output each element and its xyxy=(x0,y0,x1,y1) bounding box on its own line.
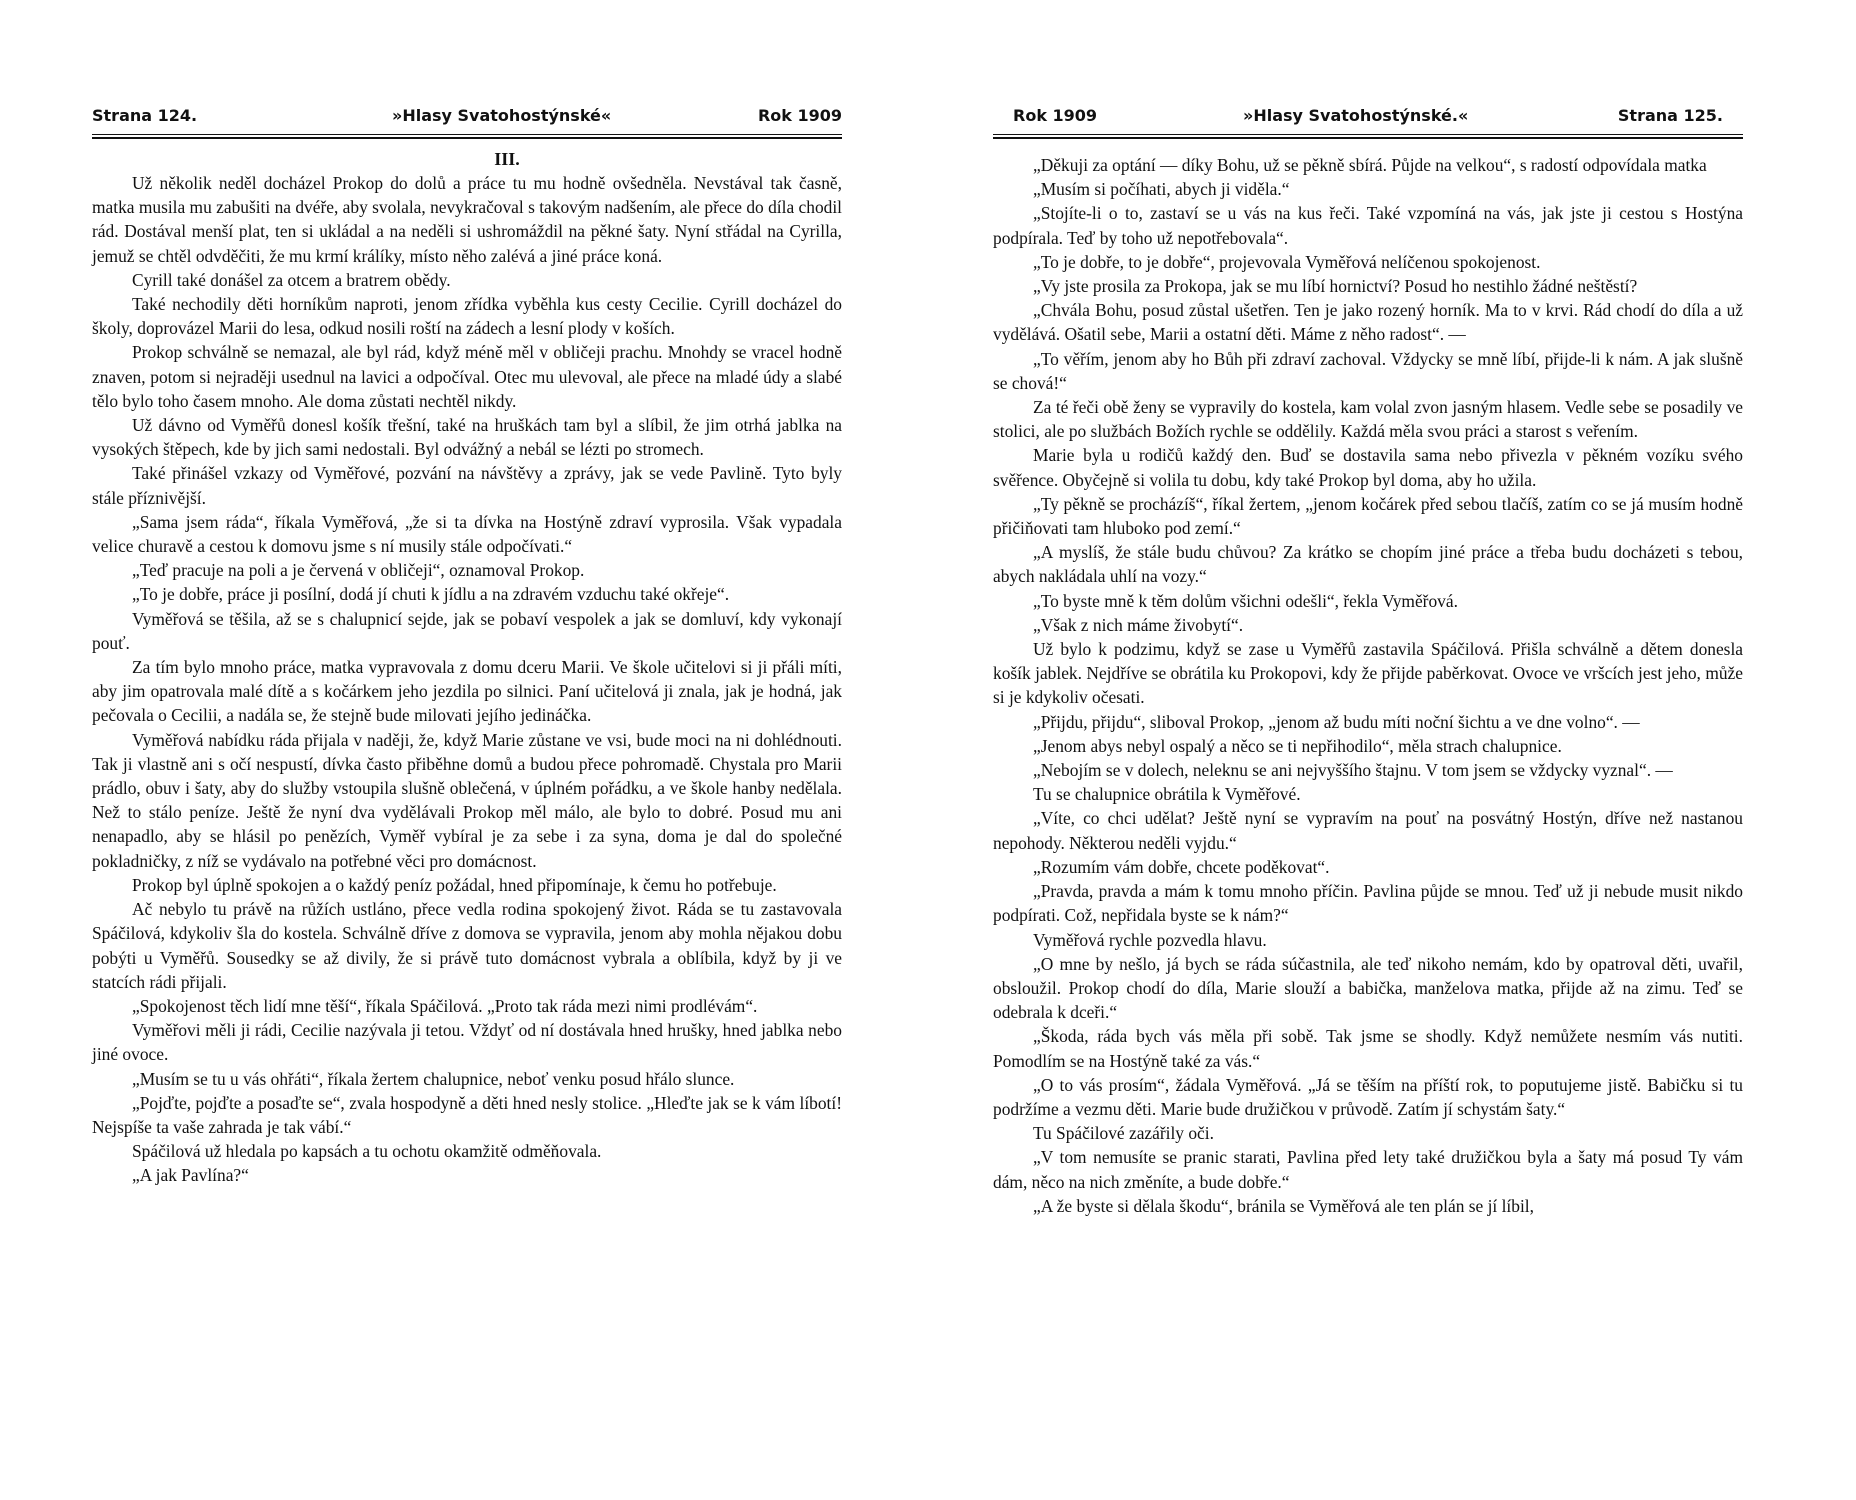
page-number: Strana 124. xyxy=(92,106,198,125)
paragraph: Spáčilová už hledala po kapsách a tu ochotu okamžitě odměňovala. xyxy=(132,1141,602,1162)
paragraph: „Chvála Bohu, posud zůstal ušetřen. Ten je jako rozený horník. Ma to v krvi. Rád chodí do díla a už vydělává. Ošatil sebe, Marii a ostatní děti. Máme z něho radost“. — xyxy=(993,300,1743,345)
paragraph: Marie byla u rodičů každý den. Buď se dostavila sama nebo přivezla v pěkném vozíku svého svěřence. Obyčejně si volila tu dobu, kdy také Prokop byl doma, aby ho užila. xyxy=(993,445,1743,490)
year-label: Rok 1909 xyxy=(1013,106,1098,125)
paragraph: „Nebojím se v dolech, neleknu se ani nejvyššího štajnu. V tom jsem se vždycky vyznal“. — xyxy=(1033,760,1673,781)
paragraph: „Škoda, ráda bych vás měla při sobě. Tak jsme se shodly. Když nemůžete nesmím vás nutiti. Pomodlím se na Hostýně také za vás.“ xyxy=(993,1026,1743,1071)
paragraph: Také nechodily děti horníkům naproti, jenom zřídka vyběhla kus cesty Cecilie. Cyrill docházel do školy, doprovázel Marii do lesa, odkud nosili roští na zádech a lesní plody v koších. xyxy=(92,294,842,339)
paragraph: „Ty pěkně se procházíš“, říkal žertem, „jenom kočárek před sebou tlačíš, zatím co se já musím hodně přičiňovati tam hluboko pod zemí.“ xyxy=(993,493,1743,539)
journal-title: »Hlasy Svatohostýnské« xyxy=(392,106,612,125)
paragraph: Za tím bylo mnoho práce, matka vypravovala z domu dceru Marii. Ve škole učitelovi si ji přáli míti, aby jim opatrovala malé dítě a s kočárkem jeho jezdila po silnici. Paní učitelová ji znala, jak je hodná, jak pečovala o Cecilii, a nadála se, že stejně bude milovati jejího jedináčka. xyxy=(92,657,842,726)
paragraph: „To je dobře, práce ji posílní, dodá jí chuti k jídlu a na zdravém vzduchu také okřeje“. xyxy=(132,584,730,605)
paragraph: „To byste mně k těm dolům všichni odešli“, řekla Vyměřová. xyxy=(1033,590,1458,611)
paragraph: „Však z nich máme živobytí“. xyxy=(1033,614,1244,635)
paragraph: Vyměřová nabídku ráda přijala v naději, že, když Marie zůstane ve vsi, bude moci na ni dohlédnouti. Tak ji vlastně ani s očí nespustí, dívka často přiběhne domů a budou přece pohromadě. Chystala pro Marii prádlo, obuv i šaty, aby do služby vstoupila slušně oblečená, v úplném pořádku, a ve škole hanby nedělala. Než to stálo peníze. Ještě že nyní dva vydělávali Prokop měl málo, ale bylo to dobré. Posud mu ani nenapadlo, aby se hlásil po penězích, Vyměř vybíral je za sebe i za syna, doma je dal do společné pokladničky, z níž se vydávalo na potřebné věci pro domácnost. xyxy=(92,729,842,871)
year-label: Rok 1909 xyxy=(757,106,842,125)
body-text xyxy=(92,147,842,1188)
paragraph: „A myslíš, že stále budu chůvou? Za krátko se chopím jiné práce a třeba budu docházeti s tebou, abych nakládala uhlí na vozy.“ xyxy=(993,542,1743,587)
paragraph: „Pojďte, pojďte a posaďte se“, zvala hospodyně a děti hned nesly stolice. „Hleďte jak se k vám líbotí! Nejspíše ta vaše zahrada je tak vábí.“ xyxy=(92,1092,842,1137)
paragraph: „Přijdu, přijdu“, sliboval Prokop, „jenom až budu míti noční šichtu a ve dne volno“. — xyxy=(1033,711,1640,732)
paragraph: Už bylo k podzimu, když se zase u Vyměřů zastavila Spáčilová. Přišla schválně a dětem donesla košík jablek. Nejdříve se obrátila ku Prokopovi, kdy že přijde paběrkovat. Ovoce ve vršcích jest jeho, může si je kdykoliv očesati. xyxy=(993,639,1743,708)
paragraph: Také přinášel vzkazy od Vyměřové, pozvání na návštěvy a zprávy, jak se vede Pavlině. Tyto byly stále příznivější. xyxy=(92,463,842,508)
paragraph: „Pravda, pravda a mám k tomu mnoho příčin. Pavlina půjde se mnou. Teď už ji nebude musit nikdo podpírati. Což, nepřidala byste se k nám?“ xyxy=(993,881,1743,926)
paragraph: „Stojíte-li o to, zastaví se u vás na kus řeči. Také vzpomíná na vás, jak jste ji cestou s Hostýna podpírala. Teď by toho už nepotřebovala“. xyxy=(993,203,1743,248)
body-text xyxy=(993,153,1743,1218)
right-page xyxy=(993,98,1743,1218)
page-header xyxy=(993,98,1743,130)
paragraph: „Víte, co chci udělat? Ještě nyní se vypravím na pouť na posvátný Hostýn, dříve než nastanou nepohody. Některou neděli vyjdu.“ xyxy=(993,808,1743,853)
paragraph: „V tom nemusíte se pranic starati, Pavlina před lety také družičkou byla a šaty má posud Ty vám dám, něco na nich změníte, a bude dobře.“ xyxy=(993,1147,1743,1192)
paragraph: „Spokojenost těch lidí mne těší“, říkala Spáčilová. „Proto tak ráda mezi nimi prodlévám“. xyxy=(132,995,758,1016)
paragraph: „Jenom abys nebyl ospalý a něco se ti nepřihodilo“, měla strach chalupnice. xyxy=(1033,735,1562,756)
paragraph: Ač nebylo tu právě na růžích ustláno, přece vedla rodina spokojený život. Ráda se tu zastavovala Spáčilová, kdykoliv šla do kostela. Schválně dříve z domova se vypravila, jenom aby mohla nějakou dobu pobýti u Vyměřů. Sousedky se až divily, že si právě tuto domácnost vybrala a oblíbila, když by ji ve statcích rádi přijali. xyxy=(92,899,842,992)
paragraph: Prokop schválně se nemazal, ale byl rád, když méně měl v obličeji prachu. Mnohdy se vracel hodně znaven, potom si nejraději usednul na lavici a odpočíval. Otec mu ulevoval, ale přece na mladé údy a slabé tělo bylo toho časem mnoho. Ale doma zůstati nechtěl nikdy. xyxy=(92,342,842,411)
paragraph: „A jak Pavlína?“ xyxy=(132,1165,249,1186)
paragraph: „Musím si počíhati, abych ji viděla.“ xyxy=(1033,179,1290,200)
header-rule xyxy=(92,134,842,139)
paragraph: Za té řeči obě ženy se vypravily do kostela, kam volal zvon jasným hlasem. Vedle sebe se posadily ve stolici, ale po službách Božích rychle se oddělily. Každá měla svou práci a starost s veřením. xyxy=(993,397,1743,442)
journal-title: »Hlasy Svatohostýnské.« xyxy=(1243,106,1469,125)
header-rule xyxy=(993,134,1743,139)
paragraph: Prokop byl úplně spokojen a o každý peníz požádal, hned připomínaje, k čemu ho potřebuje. xyxy=(132,874,777,895)
page-number: Strana 125. xyxy=(1617,106,1723,125)
paragraph: „Sama jsem ráda“, říkala Vyměřová, „že si ta dívka na Hostýně zdraví vyprosila. Však vypadala velice churavě a cestou k domovu jsme s ní musily stále odpočívati.“ xyxy=(92,511,842,557)
page-header xyxy=(92,98,842,130)
paragraph: „To věřím, jenom aby ho Bůh při zdraví zachoval. Vždycky se mně líbí, přijde-li k nám. A jak slušně se chová!“ xyxy=(993,348,1743,393)
paragraph: „A že byste si dělala škodu“, bránila se Vyměřová ale ten plán se jí líbil, xyxy=(1033,1195,1534,1216)
left-page xyxy=(92,98,842,1188)
paragraph: Tu Spáčilové zazářily oči. xyxy=(1033,1123,1214,1144)
paragraph: „Vy jste prosila za Prokopa, jak se mu líbí hornictví? Posud ho nestihlo žádné neštěstí? xyxy=(1033,276,1638,297)
paragraph: „To je dobře, to je dobře“, projevovala Vyměřová nelíčenou spokojenost. xyxy=(1033,251,1541,272)
paragraph: „Musím se tu u vás ohřáti“, říkala žertem chalupnice, neboť venku posud hřálo slunce. xyxy=(132,1068,735,1089)
paragraph: Vyměřová se těšila, až se s chalupnicí sejde, jak se pobaví vespolek a jak se domluví, kdy vykonají pouť. xyxy=(92,608,842,653)
paragraph: „O to vás prosím“, žádala Vyměřová. „Já se těším na příští rok, to poputujeme jistě. Babičku si tu podržíme a vezmu děti. Marie bude družičkou v průvodě. Zatím jí schystám šaty.“ xyxy=(993,1074,1743,1119)
paragraph: „O mne by nešlo, já bych se ráda súčastnila, ale teď nikoho nemám, kdo by opatroval děti, uvařil, obsloužil. Prokop chodí do díla, Marie slouží a babička, manželova matka, přijde až na zimu. Teď se odebrala k dceři.“ xyxy=(993,953,1743,1023)
paragraph: Už několik neděl docházel Prokop do dolů a práce tu mu hodně ovšedněla. Nevstával tak časně, matka musila mu zabušiti na dvéře, aby svolala, nevykračoval s takovým nadšením, ale přece do díla chodil rád. Dostával menší plat, ten si ukládal a na neděli si ushromáždil na pěkné šaty. Nyní střádal na Cyrilla, jemuž se chtěl odvděčiti, že mu krmí králíky, místo něho zalévá a jiné práce koná. xyxy=(92,173,842,266)
paragraph: „Teď pracuje na poli a je červená v obličeji“, oznamoval Prokop. xyxy=(132,560,585,581)
paragraph: Tu se chalupnice obrátila k Vyměřové. xyxy=(1033,784,1301,805)
paragraph: „Rozumím vám dobře, chcete poděkovat“. xyxy=(1033,856,1330,877)
paragraph: Vyměřová rychle pozvedla hlavu. xyxy=(1033,929,1267,950)
paragraph: Vyměřovi měli ji rádi, Cecilie nazývala ji tetou. Vždyť od ní dostávala hned hrušky, hned jablka nebo jiné ovoce. xyxy=(92,1020,842,1065)
paragraph: Cyrill také donášel za otcem a bratrem obědy. xyxy=(132,269,451,290)
paragraph: „Děkuji za optání — díky Bohu, už se pěkně sbírá. Půjde na velkou“, s radostí odpovídala matka xyxy=(1033,155,1707,175)
section-title: III. xyxy=(494,149,520,169)
paragraph: Už dávno od Vyměřů donesl košík třešní, také na hruškách tam byl a slíbil, že jim otrhá jablka na vysokých štěpech, kde by jich sami nedostali. Byl odvážný a nebál se lézti po stromech. xyxy=(92,415,842,460)
